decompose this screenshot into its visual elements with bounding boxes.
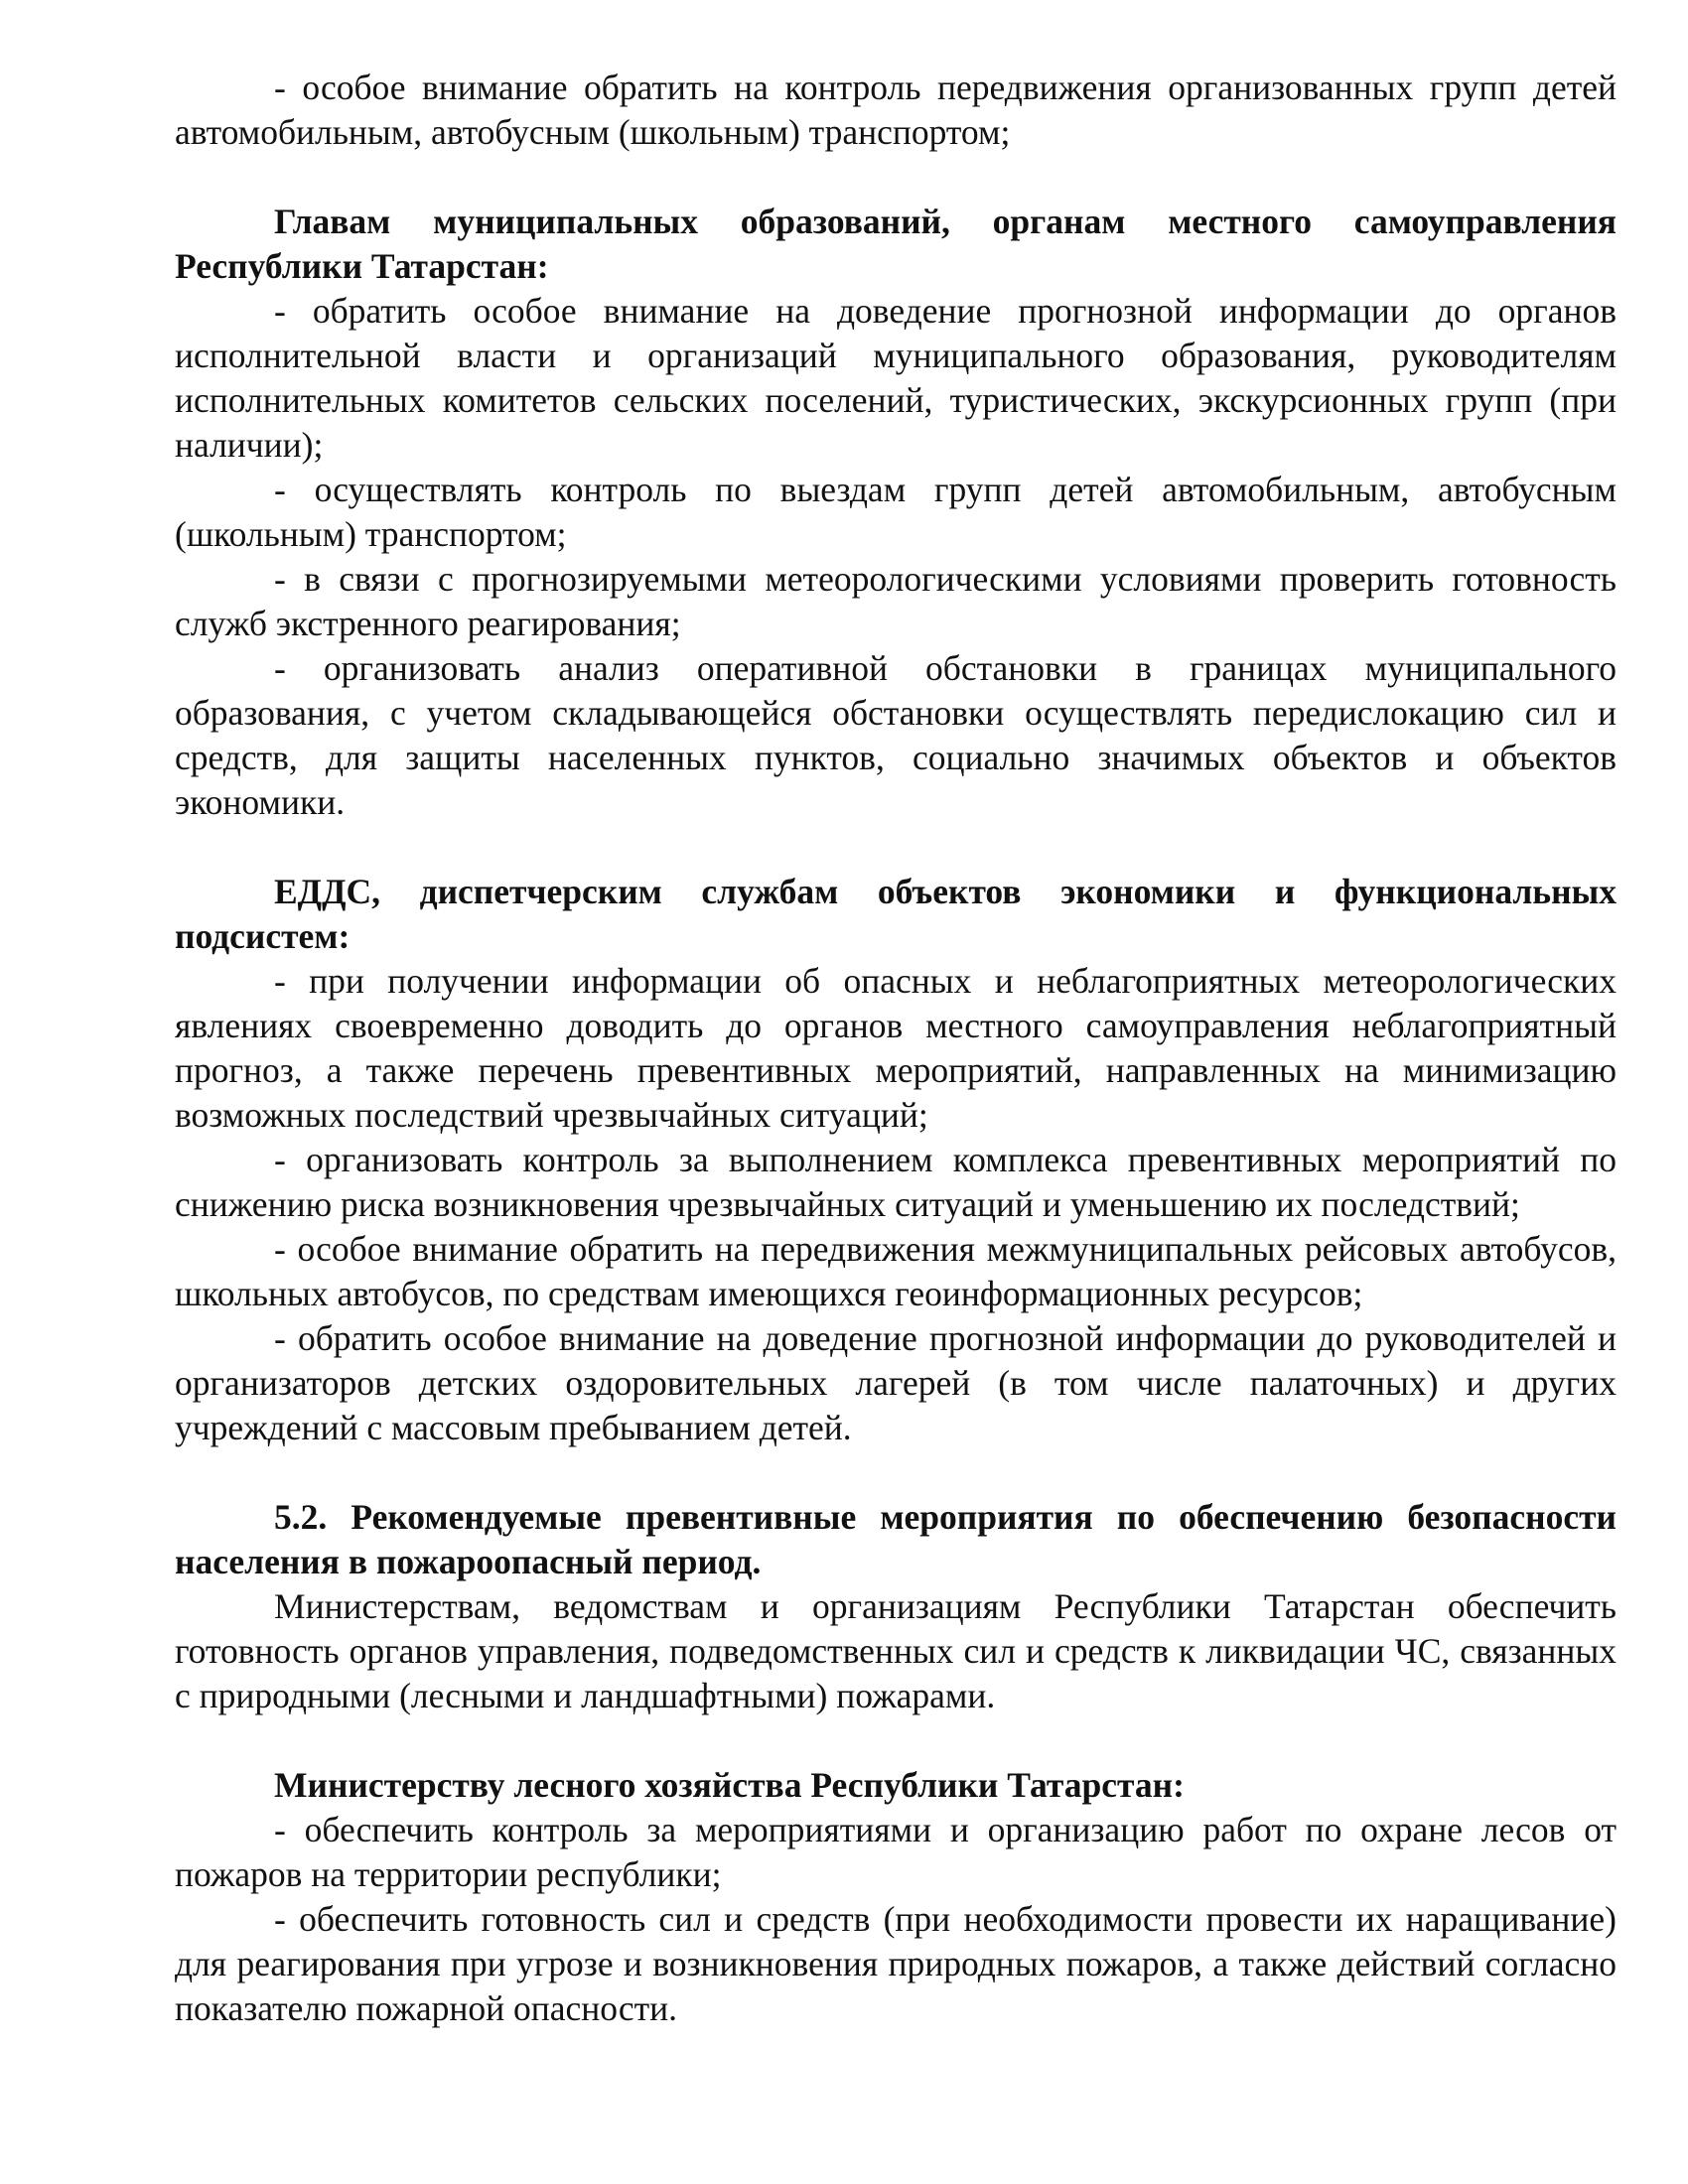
document-page [175, 66, 1617, 2031]
intro-item-1: - особое внимание обратить на контроль передвижения организованных групп детей автомобильным, автобусным (школьным) транспортом; [175, 68, 1617, 152]
municipal-item-4: - организовать анализ оперативной обстановки в границах муниципального образования, с учетом складывающейся обстановки осуществлять передислокацию сил и средств, для защиты населенных пунктов, социально значимых объектов и объектов экономики. [175, 648, 1617, 822]
edds-item-4: - обратить особое внимание на доведение прогнозной информации до руководителей и организаторов детских оздоровительных лагерей (в том числе палаточных) и других учреждений с массовым пребыванием детей. [175, 1318, 1617, 1447]
forestry-heading: Министерству лесного хозяйства Республики Татарстан: [274, 1765, 1185, 1805]
spacer [175, 1718, 1617, 1763]
section-5-2-heading: 5.2. Рекомендуемые превентивные мероприятия по обеспечению безопасности населения в пожароопасный период. [175, 1497, 1617, 1581]
edds-item-3: - особое внимание обратить на передвижения межмуниципальных рейсовых автобусов, школьных автобусов, по средствам имеющихся геоинформационных ресурсов; [175, 1229, 1617, 1313]
section-5-2-body: Министерствам, ведомствам и организациям Республики Татарстан обеспечить готовность органов управления, подведомственных сил и средств к ликвидации ЧС, связанных с природными (лесными и ландшафтными) пожарами. [175, 1586, 1617, 1715]
municipal-heading: Главам муниципальных образований, органам местного самоуправления Республики Татарстан: [175, 202, 1617, 286]
municipal-item-2: - осуществлять контроль по выездам групп детей автомобильным, автобусным (школьным) транспортом; [175, 470, 1617, 554]
edds-item-2: - организовать контроль за выполнением комплекса превентивных мероприятий по снижению риска возникновения чрезвычайных ситуаций и уменьшению их последствий; [175, 1140, 1617, 1224]
municipal-item-3: - в связи с прогнозируемыми метеорологическими условиями проверить готовность служб экстренного реагирования; [175, 559, 1617, 643]
spacer [175, 1450, 1617, 1495]
spacer [175, 155, 1617, 200]
municipal-item-1: - обратить особое внимание на доведение прогнозной информации до органов исполнительной власти и организаций муниципального образования, руководителям исполнительных комитетов сельских поселений, туристических, экскурсионных групп (при наличии); [175, 291, 1617, 465]
spacer [175, 825, 1617, 870]
forestry-item-2: - обеспечить готовность сил и средств (при необходимости провести их наращивание) для реагирования при угрозе и возникновения природных пожаров, а также действий согласно показателю пожарной опасности. [175, 1899, 1617, 2028]
edds-heading: ЕДДС, диспетчерским службам объектов экономики и функциональных подсистем: [175, 872, 1617, 956]
edds-item-1: - при получении информации об опасных и неблагоприятных метеорологических явлениях своевременно доводить до органов местного самоуправления неблагоприятный прогноз, а также перечень превентивных мероприятий, направленных на минимизацию возможных последствий чрезвычайных ситуаций; [175, 961, 1617, 1135]
forestry-item-1: - обеспечить контроль за мероприятиями и организацию работ по охране лесов от пожаров на территории республики; [175, 1810, 1617, 1894]
